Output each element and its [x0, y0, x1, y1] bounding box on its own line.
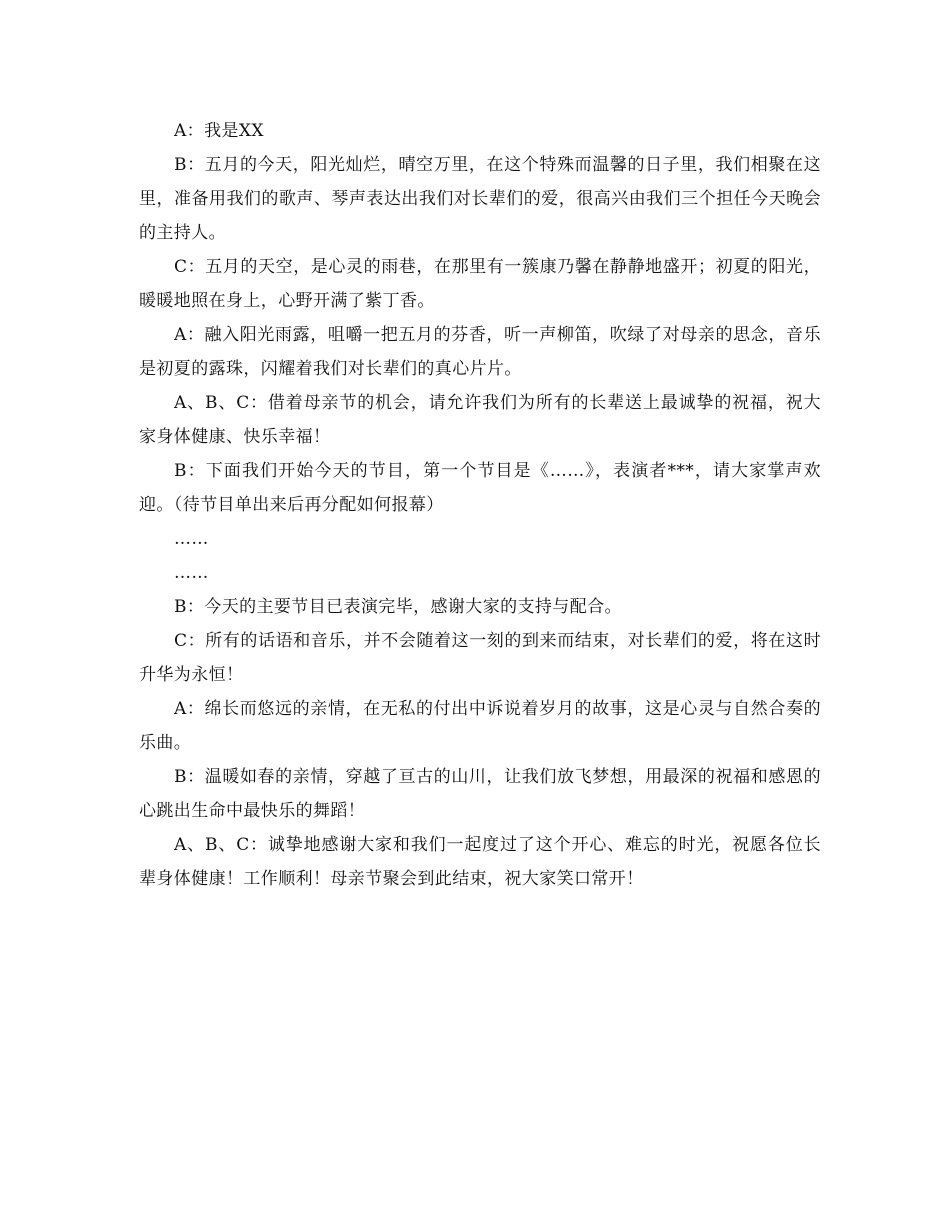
paragraph-host-b-program: B：下面我们开始今天的节目，第一个节目是《……》，表演者***，请大家掌声欢迎。（待节目单出来后再分配如何报幕） [139, 461, 821, 515]
paragraph-host-b-opening: B：五月的今天，阳光灿烂，晴空万里，在这个特殊而温馨的日子里，我们相聚在这里，准备用我们的歌声、琴声表达出我们对长辈们的爱，很高兴由我们三个担任今天晚会的主持人。 [139, 155, 821, 243]
paragraph-host-a-intro: A：我是XX [174, 121, 264, 141]
paragraph-host-c-eternal: C：所有的话语和音乐，并不会随着这一刻的到来而结束，对长辈们的爱，将在这时升华为永恒！ [139, 631, 821, 685]
paragraph-host-b-dance: B：温暖如春的亲情，穿越了亘古的山川，让我们放飞梦想，用最深的祝福和感恩的心跳出生命中最快乐的舞蹈！ [139, 767, 821, 821]
paragraph-host-c-sky: C：五月的天空，是心灵的雨巷，在那里有一簇康乃馨在静静地盛开；初夏的阳光，暖暖地照在身上，心野开满了紫丁香。 [139, 257, 821, 311]
paragraph-host-a-rain: A：融入阳光雨露，咀嚼一把五月的芬香，听一声柳笛，吹绿了对母亲的思念，音乐是初夏的露珠，闪耀着我们对长辈们的真心片片。 [139, 325, 821, 379]
paragraph-ellipsis-1: …… [174, 529, 209, 549]
paragraph-host-a-family: A：绵长而悠远的亲情，在无私的付出中诉说着岁月的故事，这是心灵与自然合奏的乐曲。 [139, 699, 821, 753]
document-body [139, 114, 821, 896]
paragraph-all-blessing: A、B、C：借着母亲节的机会，请允许我们为所有的长辈送上最诚挚的祝福，祝大家身体健康、快乐幸福！ [139, 393, 821, 447]
paragraph-host-b-finish: B：今天的主要节目已表演完毕，感谢大家的支持与配合。 [174, 597, 622, 617]
paragraph-all-closing: A、B、C：诚挚地感谢大家和我们一起度过了这个开心、难忘的时光，祝愿各位长辈身体健康！工作顺利！母亲节聚会到此结束，祝大家笑口常开！ [139, 835, 821, 889]
paragraph-ellipsis-2: …… [174, 563, 209, 583]
